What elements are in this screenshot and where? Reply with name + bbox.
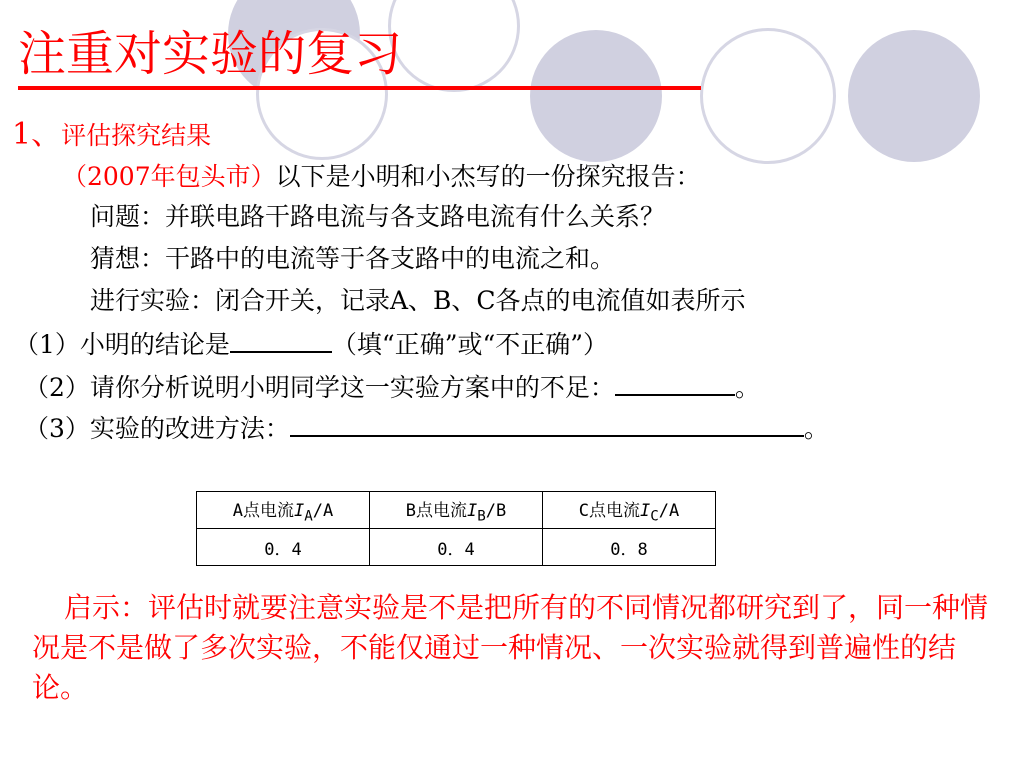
section-heading [12,118,211,153]
q1-prefix: （1）小明的结论是 [14,330,230,359]
source-label: （2007年包头市） [62,162,276,191]
section-heading-text: 评估探究结果 [61,121,212,150]
q2-answer-blank[interactable] [615,370,735,396]
decor-circle-4 [530,30,662,162]
q1-answer-blank[interactable] [230,327,332,353]
hint-paragraph: 启示：评估时就要注意实验是不是把所有的不同情况都研究到了，同一种情况是不是做了多次实验，不能仅通过一种情况、一次实验就得到普遍性的结论。 [32,591,989,704]
value-b: 0．4 [370,529,543,566]
question-2 [24,370,760,405]
header-c: C点电流$I_C/A$ [543,492,716,529]
table-header-row [197,492,716,529]
value-a: 0．4 [197,529,370,566]
decor-circle-6 [848,30,980,162]
table-row [197,529,716,566]
q2-prefix: （2）请你分析说明小明同学这一实验方案中的不足： [24,373,615,402]
experiment-line: 进行实验：闭合开关，记录A、B、C各点的电流值如表所示 [90,286,746,315]
current-table [196,491,716,566]
page-title: 注重对实验的复习 [18,26,403,82]
intro-text: 以下是小明和小杰写的一份探究报告： [275,162,701,191]
hypothesis-line: 猜想：干路中的电流等于各支路中的电流之和。 [90,244,616,273]
question-line: 问题：并联电路干路电流与各支路电流有什么关系？ [90,202,666,231]
section-number: 1、 [12,117,62,152]
value-c: 0．8 [543,529,716,566]
intro-line [62,160,701,194]
title-underline [18,86,701,90]
q2-suffix: 。 [734,373,760,402]
q3-suffix: 。 [803,414,829,443]
header-b: B点电流$I_B/B$ [370,492,543,529]
header-a: A点电流$I_A/A$ [197,492,370,529]
q1-suffix: （填“正确”或“不正确”） [331,330,609,359]
decor-circle-3 [388,0,520,92]
question-3 [24,411,829,446]
decor-circle-5 [700,28,836,164]
question-1 [14,327,608,362]
q3-answer-blank[interactable] [290,411,804,437]
q3-prefix: （3）实验的改进方法： [24,414,290,443]
